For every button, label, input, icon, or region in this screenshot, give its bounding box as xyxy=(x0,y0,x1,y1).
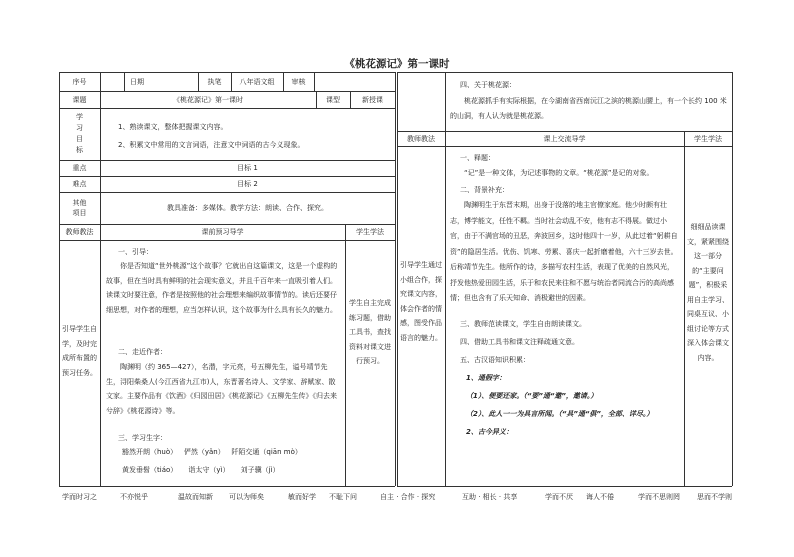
tongjiazi-1: （1）、便要还家。（“要”通“邀”，邀请。） xyxy=(466,392,598,400)
qita-value: 教具准备：多媒体。教学方法：朗读、合作、探究。 xyxy=(167,204,328,212)
step-3: 三、教师范读课文，学生自由朗读课文。 xyxy=(460,320,586,328)
keti-label: 课题 xyxy=(72,96,87,104)
xuesheng-header-right: 学生学法 xyxy=(694,135,722,143)
shiti-heading: 一、释题： xyxy=(460,154,495,162)
shenhe-label: 审核 xyxy=(291,78,306,86)
step-5: 五、古汉语知识积累： xyxy=(460,356,530,364)
zhongdian-label: 重点 xyxy=(72,164,87,172)
guanyu-text: 桃花源抓手有实际根据，在今湖南省西南沅江之滨的桃源山腰上，有一个长约 100 米的山洞，有人认为就是桃花源。 xyxy=(450,97,727,120)
mubiao-2: 2、积累文中常用的文言词语，注意文中词语的古今义现象。 xyxy=(118,141,305,149)
tongjiazi-2: （2）、此人一一为具言所闻。（“具”通“俱”，全部、详尽。） xyxy=(466,410,654,418)
shengzi-line-1: 豁然开朗（huò） 俨然（yǎn） 阡陌交通（qiān mò） xyxy=(122,448,302,456)
left-teacher-method: 引导学生自学，及时完成所布置的预习任务。 xyxy=(62,325,97,377)
zhongdian-value: 目标 1 xyxy=(237,164,258,172)
kexian-header: 课前预习导学 xyxy=(201,228,244,236)
gujin-heading: 2、古今异义： xyxy=(466,428,513,436)
mubiao-label: 学 习 目 标 xyxy=(76,113,83,154)
step-4: 四、借助工具书和课文注释疏通文意。 xyxy=(460,338,579,346)
page-title: 《桃花源记》第一课时 xyxy=(344,58,450,70)
guanyu-heading: 四、关于桃花源： xyxy=(460,81,516,89)
shengzi-heading: 三、学习生字： xyxy=(118,434,167,442)
left-student-method: 学生自主完成练习题，借助工具书，查找资料对课文进行预习。 xyxy=(349,299,391,365)
right-teacher-method: 引导学生通过小组合作，探究课文内容，体会作者的情感，图受作品语言的魅力。 xyxy=(400,261,442,342)
nandian-value: 目标 2 xyxy=(237,180,258,188)
yindao-heading: 一、引导： xyxy=(118,248,153,256)
zhibi-value: 八年语文组 xyxy=(239,78,275,86)
zhibi-label: 执笔 xyxy=(207,78,222,86)
qita-label: 其他 项目 xyxy=(72,199,87,217)
tongjiazi-heading: 1、通假字： xyxy=(466,374,506,382)
zouxiang-heading: 二、走近作者： xyxy=(118,348,167,356)
beijing-text: 陶渊明生于东晋末期，出身于没落的地主官僚家庭。他少时颇有壮志，博学能文，任性不羁。当时社会动乱不安，他有志不得展。做过小官，由于不满官场的丑恶，奔波回乡，这时他四十一岁，从此过着“躬耕自资”的隐居生活。优伤、饥寒、劳累、喜庆一起折磨着他，六十三岁去世。后称靖节先生。他所作的诗，多描写农村生活，表现了优美的自然风光，抒发他热爱田园生活，乐于和农民来往和不愿与统治者同流合污的高尚感情；但也含有了乐天知命、消极避世的因素。 xyxy=(450,201,678,302)
yindao-text: 你是否知道“世外桃源”这个故事？它就出自这篇课文，这是一个虚构的故事，但在当时具有鲜明的社会现实意义，并且千百年来一直吸引着人们。读课文时要注意，作者是按照他的社会理想来编织故事情节的。读后还要仔细思想，对作者的理想，应当怎样认识，这个故事为什么具有长久的魅力。 xyxy=(106,262,338,314)
shengzi-line-2: 黄发垂髫（tiáo） 诣太守（yì） 刘子骥（jì） xyxy=(122,466,280,474)
beijing-heading: 二、背景补充： xyxy=(460,186,509,194)
keti-value: 《桃花源记》第一课时 xyxy=(173,96,243,104)
xuesheng-header-left: 学生学法 xyxy=(356,228,384,236)
right-student-method: 细细品读课文，紧紧围绕这一部分的“主要问题”，积极采用自主学习、同桌互议、小组讨论等方式深入体会课文内容。 xyxy=(687,223,729,362)
shiti-text: “记”是一种文体，为记述事物的文章。“桃花源”是记的对象。 xyxy=(464,169,654,177)
xuhao-label: 序号 xyxy=(72,78,87,86)
zouxiang-text: 陶渊明（约 365—427），名潜，字元亮，号五柳先生，谥号靖节先生，浔阳柴桑人(今江西省九江市)人，东晋著名诗人、文学家、辞赋家、散文家。主要作品有《饮酒》《归园田居》《桃花源记》《五柳先生传》《归去来兮辞》《桃花源诗》等。 xyxy=(106,363,337,415)
mubiao-1: 1、熟读课文，整体把握课文内容。 xyxy=(118,123,228,131)
riqi-label: 日期 xyxy=(130,78,144,86)
kexing-label: 课型 xyxy=(326,96,340,104)
kexing-value: 新授课 xyxy=(362,96,383,104)
ketang-header: 课上交流导学 xyxy=(543,135,586,143)
jiaoshi-header-left: 教师教法 xyxy=(65,228,94,236)
jiaoshi-header-right: 教师教法 xyxy=(407,135,435,143)
nandian-label: 难点 xyxy=(72,180,87,188)
